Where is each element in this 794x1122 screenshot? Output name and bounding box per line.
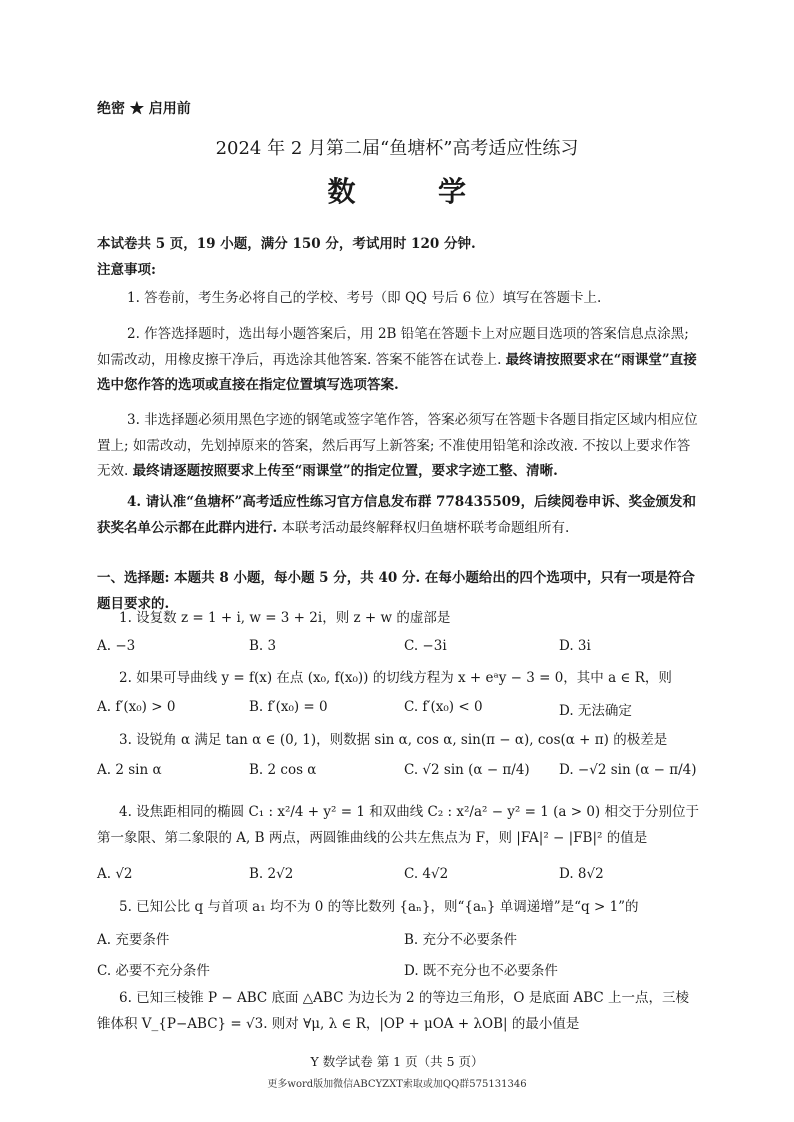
option-b: B. 2 cos α (249, 762, 317, 778)
option-d: D. 3i (559, 638, 591, 654)
question-1-options (97, 638, 701, 662)
question-6-stem: 6. 已知三棱锥 P − ABC 底面 △ABC 为边长为 2 的等边三角形，O 是底面 ABC 上一点，三棱锥体积 V_{P−ABC} = √3. 则对 ∀μ, λ ∈ R，|OP + μOA + λOB| 的最小值是 (97, 990, 690, 1032)
question-3-options (97, 762, 701, 786)
option-a: A. f′(x₀) > 0 (97, 699, 176, 715)
option-a: A. 充要条件 (97, 932, 170, 948)
question-6 (97, 986, 701, 1037)
option-b: B. 充分不必要条件 (404, 932, 518, 948)
option-b: B. 3 (249, 638, 277, 654)
notice-4 (97, 490, 701, 541)
notice-1 (97, 286, 701, 312)
option-d: D. 既不充分也不必要条件 (404, 963, 558, 979)
question-2-options (97, 699, 701, 723)
question-4-options (97, 866, 701, 890)
question-1-stem: 1. 设复数 z = 1 + i, w = 3 + 2i，则 z + w 的虚部是 (119, 610, 451, 626)
option-b: B. 2√2 (249, 866, 294, 882)
subject-char-1: 数 (327, 175, 356, 208)
confidential-label: 绝密 ★ 启用前 (97, 101, 191, 117)
option-c: C. f′(x₀) < 0 (404, 699, 483, 715)
notice-3-text: 3. 非选择题必须用黑色字迹的钢笔或签字笔作答，答案必须写在答题卡各题目指定区域内相应位置上; 如需改动，先划掉原来的答案，然后再写上新答案; 不准使用铅笔和涂改液. 不按以上要求作答无效. (97, 412, 698, 479)
footer-note: 更多word版加微信ABCYZXT索取或加QQ群575131346 (267, 1079, 527, 1090)
exam-title: 2024 年 2 月第二届“鱼塘杯”高考适应性练习 (215, 138, 579, 159)
option-c: C. 4√2 (404, 866, 449, 882)
question-5-options-row1 (97, 928, 701, 952)
question-4-stem: 4. 设焦距相同的椭圆 C₁ : x²/4 + y² = 1 和双曲线 C₂ : x²/a² − y² = 1 (a > 0) 相交于分别位于第一象限、第二象限的 A, B 两点，两圆锥曲线的公共左焦点为 F，则 |FA|² − |FB|² 的值是 (97, 804, 699, 846)
notice-1-text: 1. 答卷前，考生务必将自己的学校、考号（即 QQ 号后 6 位）填写在答题卡上. (127, 290, 602, 306)
option-d: D. −√2 sin (α − π/4) (559, 762, 697, 778)
option-d: D. 8√2 (559, 866, 604, 882)
option-a: A. −3 (97, 638, 136, 654)
option-b: B. f′(x₀) = 0 (249, 699, 328, 715)
subject-title (0, 170, 794, 210)
section-heading: 一、选择题: 本题共 8 小题，每小题 5 分，共 40 分. 在每小题给出的四个选项中，只有一项是符合题目要求的. (97, 570, 695, 612)
notice-4-bold: 4. 请认准“鱼塘杯”高考适应性练习官方信息发布群 778435509，后续阅卷申诉、奖金颁发和获奖名单公示都在此群内进行. (97, 494, 697, 536)
option-a: A. 2 sin α (97, 762, 162, 778)
option-c: C. −3i (404, 638, 447, 654)
question-1 (97, 606, 701, 632)
notice-2 (97, 322, 701, 399)
notice-3 (97, 408, 701, 485)
question-2 (97, 666, 701, 692)
notice-4-text: 本联考活动最终解释权归鱼塘杯联考命题组所有. (277, 519, 570, 536)
question-5-stem: 5. 已知公比 q 与首项 a₁ 均不为 0 的等比数列 {aₙ}，则“{aₙ} 单调递增”是“q > 1”的 (119, 899, 639, 915)
question-4 (97, 800, 701, 851)
option-a: A. √2 (97, 866, 133, 882)
question-2-stem: 2. 如果可导曲线 y = f(x) 在点 (x₀, f(x₀)) 的切线方程为 x + eᵃy − 3 = 0，其中 a ∈ R，则 (119, 670, 672, 686)
notice-2-text: 2. 作答选择题时，选出每小题答案后，用 2B 铅笔在答题卡上对应题目选项的答案信息点涂黑; 如需改动，用橡皮擦干净后，再选涂其他答案. 答案不能答在试卷上. (97, 326, 689, 368)
question-5 (97, 895, 701, 921)
option-c: C. 必要不充分条件 (97, 963, 210, 979)
page-footer: Y 数学试卷 第 1 页（共 5 页） (310, 1054, 484, 1069)
notice-heading: 注意事项: (97, 262, 156, 278)
question-5-options-row2 (97, 959, 701, 983)
question-3 (97, 728, 701, 754)
exam-info: 本试卷共 5 页，19 小题，满分 150 分，考试用时 120 分钟. (97, 236, 476, 252)
option-c: C. √2 sin (α − π/4) (404, 762, 530, 778)
notice-3-bold: 最终请逐题按照要求上传至“雨课堂”的指定位置，要求字迹工整、清晰. (132, 463, 558, 479)
question-3-stem: 3. 设锐角 α 满足 tan α ∈ (0, 1)，则数据 sin α, cos α, sin(π − α), cos(α + π) 的极差是 (119, 732, 668, 748)
subject-char-2: 学 (438, 175, 467, 208)
option-d: D. 无法确定 (559, 703, 632, 719)
notice-2-bold: 最终请按照要求在“雨课堂”直接选中您作答的选项或直接在指定位置填写选项答案. (97, 351, 697, 393)
